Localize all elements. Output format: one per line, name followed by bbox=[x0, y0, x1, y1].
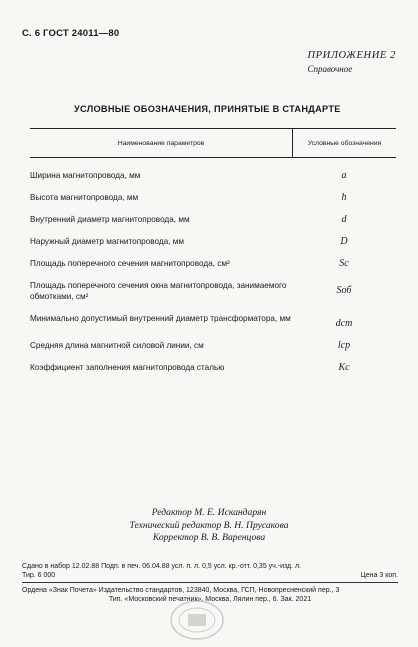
param-name: Минимально допустимый внутренний диаметр трансформатора, мм bbox=[30, 314, 291, 323]
param-symbol: Sоб bbox=[336, 285, 352, 296]
proofreader-line: Корректор В. В. Варенцова bbox=[152, 532, 266, 543]
tech-editor-line: Технический редактор В. Н. Прусакова bbox=[129, 519, 289, 531]
print-run: Тир. 6 000 bbox=[22, 572, 56, 579]
print-run-line bbox=[22, 571, 398, 580]
param-name: Ширина магнитопровода, мм bbox=[30, 171, 141, 180]
imprint-block bbox=[0, 507, 418, 545]
param-symbol: h bbox=[341, 192, 347, 203]
appendix-block bbox=[307, 50, 396, 74]
param-symbol: d bbox=[341, 214, 347, 225]
param-name: Высота магнитопровода, мм bbox=[30, 193, 139, 202]
printer-line: Тип. «Московский печатник». Москва, Лялин пер., 6. Зак. 2021 bbox=[108, 596, 312, 603]
print-data-line: Сдано в набор 12.02.88 Подп. в печ. 06.04.88 усл. п. л. 0,5 усл. кр.-отт. 0,35 уч.-изд. л. bbox=[22, 563, 302, 570]
table-row bbox=[30, 192, 396, 203]
footer-divider bbox=[22, 582, 398, 583]
param-name: Площадь поперечного сечения магнитопровода, см² bbox=[30, 259, 230, 268]
param-name: Наружный диаметр магнитопровода, мм bbox=[30, 237, 185, 246]
table-row bbox=[30, 313, 396, 329]
param-symbol: a bbox=[341, 170, 347, 181]
param-symbol: dст bbox=[335, 318, 353, 329]
symbols-table bbox=[30, 128, 396, 373]
library-stamp bbox=[168, 598, 226, 642]
page-header: С. 6 ГОСТ 24011—80 bbox=[22, 28, 120, 39]
column-header-symbol: Условные обозначения bbox=[307, 139, 382, 147]
param-symbol: D bbox=[340, 236, 348, 247]
price: Цена 3 коп. bbox=[360, 572, 398, 579]
table-row bbox=[30, 214, 396, 225]
editor-line: Редактор М. Е. Искандарян bbox=[151, 507, 267, 518]
param-name: Внутренний диаметр магнитопровода, мм bbox=[30, 215, 190, 224]
appendix-title: ПРИЛОЖЕНИЕ 2 bbox=[307, 50, 396, 61]
table-row bbox=[30, 236, 396, 247]
param-name: Средняя длина магнитной силовой линии, см bbox=[30, 341, 204, 350]
table-header bbox=[30, 128, 396, 158]
table-row bbox=[30, 280, 396, 302]
param-name: Коэффициент заполнения магнитопровода сталью bbox=[30, 363, 225, 372]
param-name: Площадь поперечного сечения окна магнитопровода, занимаемого обмотками, см² bbox=[30, 281, 287, 301]
table-row bbox=[30, 340, 396, 351]
appendix-subtitle: Справочное bbox=[307, 64, 353, 74]
param-symbol: lср bbox=[337, 340, 351, 351]
table-row bbox=[30, 170, 396, 181]
section-title: УСЛОВНЫЕ ОБОЗНАЧЕНИЯ, ПРИНЯТЫЕ В СТАНДАРТЕ bbox=[74, 104, 341, 114]
param-symbol: Sс bbox=[339, 258, 349, 269]
param-symbol: Kс bbox=[338, 362, 350, 373]
table-row bbox=[30, 362, 396, 373]
table-row bbox=[30, 258, 396, 269]
publisher-line: Ордена «Знак Почета» Издательство стандартов, 123840, Москва, ГСП, Новопресненский пер., 3 bbox=[22, 587, 340, 594]
column-header-name: Наименование параметров bbox=[30, 129, 293, 157]
